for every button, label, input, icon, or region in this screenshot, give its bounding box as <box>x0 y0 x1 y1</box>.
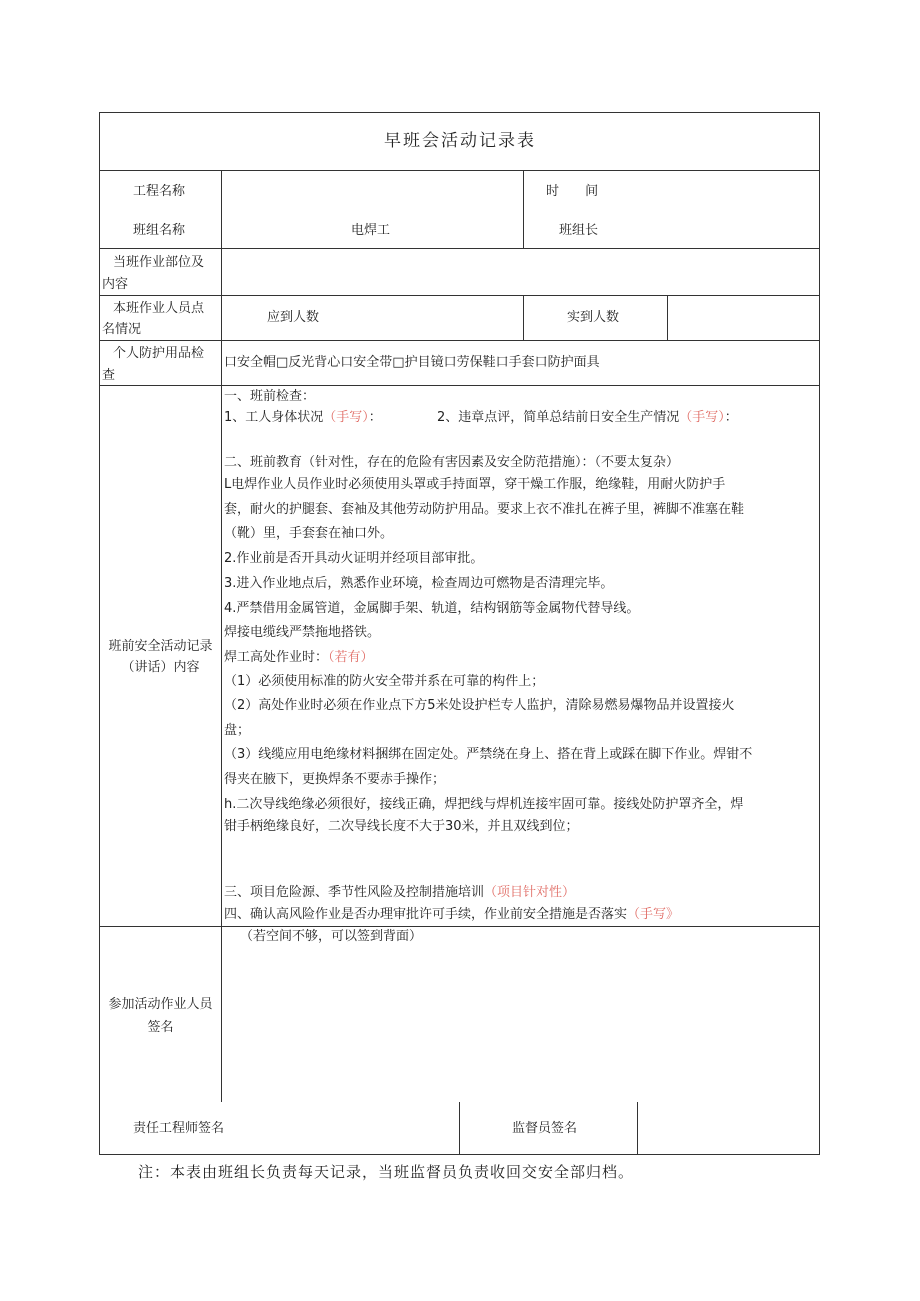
border-attendance-right <box>667 295 668 340</box>
team-leader-label: 班组长 <box>559 223 599 238</box>
education-p8-l1: （2）高处作业时必须在作业点下方5米处设护栏专人监护，清除易燃易爆物品并设置接火 <box>224 698 735 713</box>
project-name-label: 工程名称 <box>133 184 186 199</box>
border-header-bottom <box>99 248 820 249</box>
colon: ： <box>724 410 738 425</box>
education-p10-l2: 钳手柄绝缘良好，二次导线长度不大于30米，并且双线到位； <box>224 819 579 834</box>
work-area-label-cont: 内容 <box>102 277 129 292</box>
handwrite-hint: （手写） <box>323 410 369 425</box>
border-activity-bottom <box>99 926 820 927</box>
actual-count-value[interactable] <box>672 300 816 336</box>
check-item-violations-text: 2、违章点评，简单总结前日安全生产情况 <box>437 410 680 425</box>
border-attendance-mid <box>523 295 524 340</box>
colon: ： <box>368 410 382 425</box>
border-bottom <box>99 1154 820 1155</box>
engineer-sign-field[interactable] <box>240 1108 455 1148</box>
handwrite-hint: （手写） <box>679 410 725 425</box>
border-right <box>819 112 820 1155</box>
education-p1-l2: 套，耐火的护腿套、套袖及其他劳动防护用品。要求上衣不准扎在裤子里，裤脚不准塞在鞋 <box>224 502 745 517</box>
expected-count-label: 应到人数 <box>267 310 320 325</box>
signatures-hint: （若空间不够，可以签到背面） <box>240 929 423 944</box>
handwrite-hint: （手写》 <box>627 907 680 922</box>
border-label-column <box>221 170 222 926</box>
check-item-health <box>224 410 382 426</box>
signatures-area[interactable] <box>226 950 816 1098</box>
education-p9-l2: 得夹在腋下，更换焊条不要赤手操作； <box>224 772 446 787</box>
border-label-column-sign <box>221 926 222 1102</box>
work-area-label: 当班作业部位及 <box>113 255 205 270</box>
hazard-training <box>224 885 575 901</box>
signatures-label: 参加活动作业人员 <box>108 997 213 1012</box>
education-p1-l1: L电焊作业人员作业时必须使用头罩或手持面罩，穿干燥工作服，绝缘鞋，用耐火防护手 <box>224 477 726 492</box>
border-sign-right <box>637 1102 638 1154</box>
supervisor-sign-field[interactable] <box>642 1108 816 1148</box>
border-title-bottom <box>99 170 820 171</box>
education-p10-l1: h.二次导线绝缘必须很好，接线正确，焊把线与焊机连接牢固可靠。接线处防护罩齐全，焊 <box>224 797 744 812</box>
attendance-label: 本班作业人员点 <box>113 301 205 316</box>
hazard-training-text: 三、项目危险源、季节性风险及控制措施培训 <box>224 885 485 900</box>
education-p5: 焊接电缆线严禁拖地搭铁。 <box>224 625 381 640</box>
border-workarea-bottom <box>99 295 820 296</box>
footnote: 注：本表由班组长负责每天记录，当班监督员负责收回交安全部归档。 <box>138 1163 635 1181</box>
education-p7: （1）必须使用标准的防火安全带并系在可靠的构件上； <box>224 674 545 689</box>
border-top <box>99 112 820 113</box>
ppe-label: 个人防护用品检 <box>113 346 205 361</box>
high-risk-confirm <box>224 907 679 923</box>
education-p6 <box>224 650 374 666</box>
high-risk-confirm-text: 四、确认高风险作业是否办理审批许可手续，作业前安全措施是否落实 <box>224 907 628 922</box>
time-value[interactable] <box>620 176 816 206</box>
team-name-value: 电焊工 <box>351 223 391 238</box>
education-p8-l2: 盘； <box>224 723 251 738</box>
team-leader-value[interactable] <box>620 214 816 244</box>
actual-count-label: 实到人数 <box>567 310 620 325</box>
signatures-label-cont: 签名 <box>147 1020 174 1035</box>
education-p6-text: 焊工高处作业时： <box>224 650 329 665</box>
education-p9-l1: （3）线缆应用电绝缘材料捆绑在固定处。严禁绕在身上、搭在背上或踩在脚下作业。焊钳不 <box>224 747 753 762</box>
activity-label: 班前安全活动记录 <box>108 639 213 654</box>
education-p1-l3: （靴）里，手套套在袖口外。 <box>224 526 394 541</box>
team-name-label: 班组名称 <box>133 223 186 238</box>
check-item-health-text: 1、工人身体状况 <box>224 410 324 425</box>
time-label: 时 间 <box>546 184 599 199</box>
engineer-sign-label: 责任工程师签名 <box>133 1121 225 1136</box>
handwrite-hint: （若有） <box>328 650 374 665</box>
check-section-title: 一、班前检查： <box>224 389 316 404</box>
education-p3: 3.进入作业地点后，熟悉作业环境，检查周边可燃物是否清理完毕。 <box>224 576 614 591</box>
education-p4: 4.严禁借用金属管道，金属脚手架、轨道，结构钢筋等金属物代替导线。 <box>224 601 640 616</box>
supervisor-sign-label: 监督员签名 <box>512 1121 578 1136</box>
page-title: 早班会活动记录表 <box>384 131 536 151</box>
activity-label-cont: （讲话）内容 <box>121 660 200 675</box>
border-header-mid <box>523 170 524 248</box>
ppe-label-cont: 查 <box>102 368 116 383</box>
border-sign-mid <box>459 1102 460 1154</box>
check-item-violations <box>437 410 738 426</box>
work-area-value[interactable] <box>226 254 816 290</box>
ppe-checklist: 口安全帽□反光背心口安全带□护目镜口劳保鞋口手套口防护面具 <box>224 355 600 370</box>
attendance-label-cont: 名情况 <box>102 322 142 337</box>
border-attendance-bottom <box>99 340 820 341</box>
project-name-value[interactable] <box>226 176 522 206</box>
education-section-title: 二、班前教育（针对性，存在的危险有害因素及安全防范措施）：（不要太复杂） <box>224 455 680 470</box>
border-ppe-bottom <box>99 385 820 386</box>
handwrite-hint: （项目针对性） <box>484 885 576 900</box>
education-p2: 2.作业前是否开具动火证明并经项目部审批。 <box>224 551 484 566</box>
